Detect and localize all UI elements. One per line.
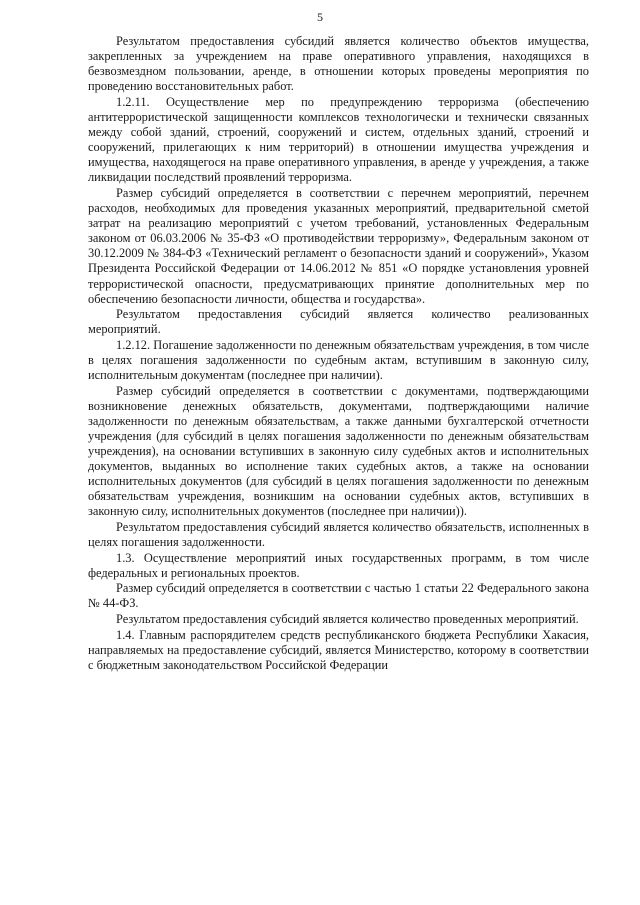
paragraph-results-events: Результатом предоставления субсидий является количество проведенных мероприятий. xyxy=(116,612,579,627)
document-body xyxy=(88,34,589,673)
paragraph-results-obligations: Результатом предоставления субсидий является количество обязательств, исполненных в целях погашения задолженности. xyxy=(88,520,589,550)
paragraph-results-measures: Результатом предоставления субсидий является количество реализованных мероприятий. xyxy=(88,307,589,337)
paragraph-1-2-11-terrorism-prevention: 1.2.11. Осуществление мер по предупреждению терроризма (обеспечению антитеррористической защищенности комплексов технологически и технически связанных между собой зданий, строений, сооружений и систем, отдельных зданий, строений и сооружений, прилегающих к ним территорий) в отношении имущества учреждения и имущества, находящегося на праве оперативного управления, в аренде у учреждения, а также ликвидации последствий проявлений терроризма. xyxy=(88,94,589,185)
paragraph-results-restoration: Результатом предоставления субсидий является количество объектов имущества, закрепленных за учреждением на праве оперативного управления, находящихся в безвозмездном пользовании, аренде, в отношении которых проведены мероприятия по проведению восстановительных работ. xyxy=(88,34,589,94)
paragraph-subsidy-size-terrorism: Размер субсидий определяется в соответствии с перечнем мероприятий, перечнем расходов, необходимых для проведения указанных мероприятий, предварительной сметой затрат на реализацию мероприятий с учетом требований, установленных Федеральным законом от 06.03.2006 № 35-ФЗ «О противодействии терроризму», Федеральным законом от 30.12.2009 № 384-ФЗ «Технический регламент о безопасности зданий и сооружений», Указом Президента Российской Федерации от 14.06.2012 № 851 «О порядке установления уровней террористической опасности, предусматривающих принятие дополнительных мер по обеспечению безопасности личности, общества и государства». xyxy=(88,185,589,306)
paragraph-1-4-main-manager: 1.4. Главным распорядителем средств республиканского бюджета Республики Хакасия, направляемых на предоставление субсидий, является Министерство, которому в соответствии с бюджетным законодательством Российской Федерации xyxy=(88,627,589,672)
paragraph-subsidy-size-debt: Размер субсидий определяется в соответствии с документами, подтверждающими возникновение денежных обязательств, документами, подтверждающими наличие задолженности по денежным обязательствам, а также данными бухгалтерской отчетности учреждения (для субсидий в целях погашения задолженности по денежным обязательствам учреждения), на основании вступивших в законную силу судебных актов и исполнительных документов, выданных во исполнение таких судебных актов, а также на основании исполнительных документов (для субсидий в целях погашения задолженности по денежным обязательствам учреждения, возникшим на основании судебных актов, вступивших в законную силу, исполнительных документов (последнее при наличии)). xyxy=(88,383,589,519)
page-number: 5 xyxy=(317,10,323,24)
paragraph-1-3-other-programs: 1.3. Осуществление мероприятий иных государственных программ, в том числе федеральных и региональных проектов. xyxy=(88,550,589,580)
paragraph-subsidy-size-44fz: Размер субсидий определяется в соответствии с частью 1 статьи 22 Федерального закона № 44-ФЗ. xyxy=(88,581,589,611)
paragraph-1-2-12-debt-repayment: 1.2.12. Погашение задолженности по денежным обязательствам учреждения, в том числе в целях погашения задолженности по судебным актам, вступившим в законную силу, исполнительным документам (последнее при наличии). xyxy=(88,337,589,383)
